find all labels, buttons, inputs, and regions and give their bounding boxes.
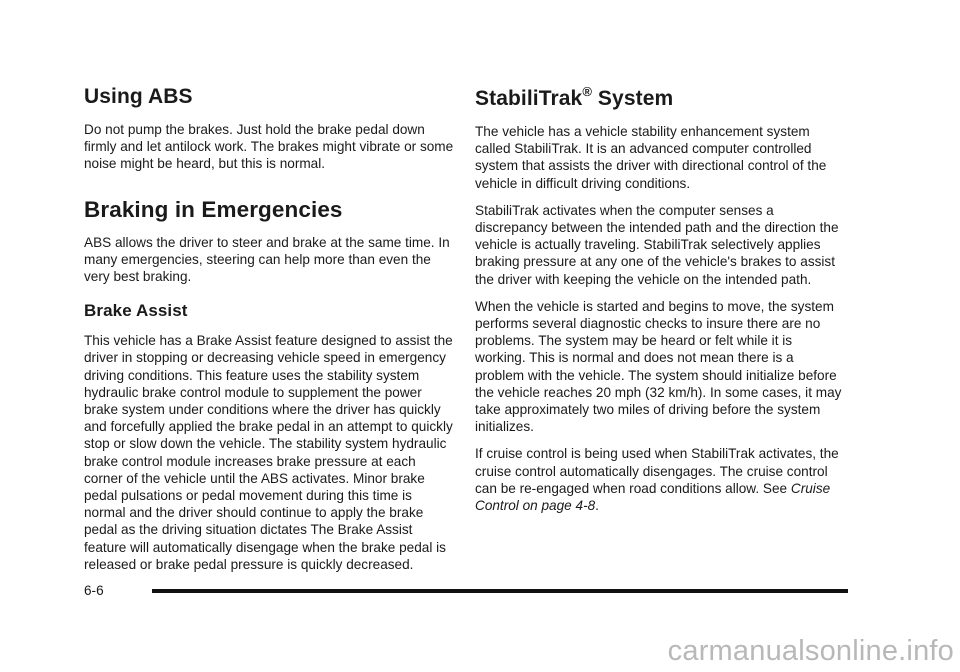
paragraph-stabilitrak-4 bbox=[475, 445, 845, 514]
heading-using-abs: Using ABS bbox=[84, 85, 193, 108]
left-column bbox=[84, 84, 454, 583]
heading-stabilitrak-suffix: System bbox=[592, 87, 674, 110]
paragraph-stabilitrak-2: StabiliTrak activates when the computer senses a discrepancy between the intended path and the direction the vehicle is actually traveling. StabiliTrak selectively applies braking pressure at any one of the vehicle's brakes to assist the driver with keeping the vehicle on the intended path. bbox=[475, 202, 839, 287]
section-braking-in-emergencies bbox=[84, 196, 454, 286]
paragraph-using-abs: Do not pump the brakes. Just hold the brake pedal down firmly and let antilock work. The brakes might vibrate or some noise might be heard, but this is normal. bbox=[84, 122, 454, 172]
registered-mark: ® bbox=[582, 84, 592, 99]
paragraph-stabilitrak-3: When the vehicle is started and begins to move, the system performs several diagnostic checks to insure there are no problems. The system may be heard or felt while it is working. This is normal and does not mean there is a problem with the vehicle. The system should initialize before the vehicle reaches 20 mph (32 km/h). In some cases, it may take approximately two miles of driving before the system initializes. bbox=[475, 298, 842, 435]
right-column bbox=[475, 84, 845, 524]
paragraph-stabilitrak-4-text: If cruise control is being used when StabiliTrak activates, the cruise control automatically disengages. The cruise control can be re-engaged when road conditions allow. See bbox=[475, 446, 839, 496]
section-brake-assist bbox=[84, 300, 454, 573]
watermark: carmanualsonline.info bbox=[667, 635, 954, 667]
footer-rule bbox=[152, 589, 848, 593]
cross-reference-cruise-control: Cruise Control on page 4-8 bbox=[475, 480, 831, 514]
heading-stabilitrak-name: StabiliTrak bbox=[475, 87, 583, 110]
paragraph-braking-in-emergencies: ABS allows the driver to steer and brake at the same time. In many emergencies, steering can help more than even the very best braking. bbox=[84, 234, 450, 285]
section-using-abs bbox=[84, 84, 454, 173]
heading-braking-in-emergencies: Braking in Emergencies bbox=[84, 196, 343, 222]
paragraph-stabilitrak-4-end: . bbox=[595, 498, 599, 514]
page-number: 6-6 bbox=[84, 583, 104, 598]
paragraph-brake-assist: This vehicle has a Brake Assist feature designed to assist the driver in stopping or decreasing vehicle speed in emergency driving conditions. This feature uses the stability system hydraulic brake control module to supplement the power brake system under conditions where the driver has quickly and forcefully applied the brake pedal in an attempt to quickly stop or slow down the vehicle. The stability system hydraulic brake control module increases brake pressure at each corner of the vehicle until the ABS activates. Minor brake pedal pulsations or pedal movement during this time is normal and the driver should continue to apply the brake pedal as the driving situation dictates The Brake Assist feature will automatically disengage when the brake pedal is released or brake pedal pressure is quickly decreased. bbox=[84, 333, 453, 572]
heading-brake-assist: Brake Assist bbox=[84, 301, 188, 321]
heading-stabilitrak-system bbox=[475, 86, 845, 112]
paragraph-stabilitrak-1: The vehicle has a vehicle stability enhancement system called StabiliTrak. It is an advanced computer controlled system that assists the driver with directional control of the vehicle in difficult driving conditions. bbox=[475, 124, 827, 191]
